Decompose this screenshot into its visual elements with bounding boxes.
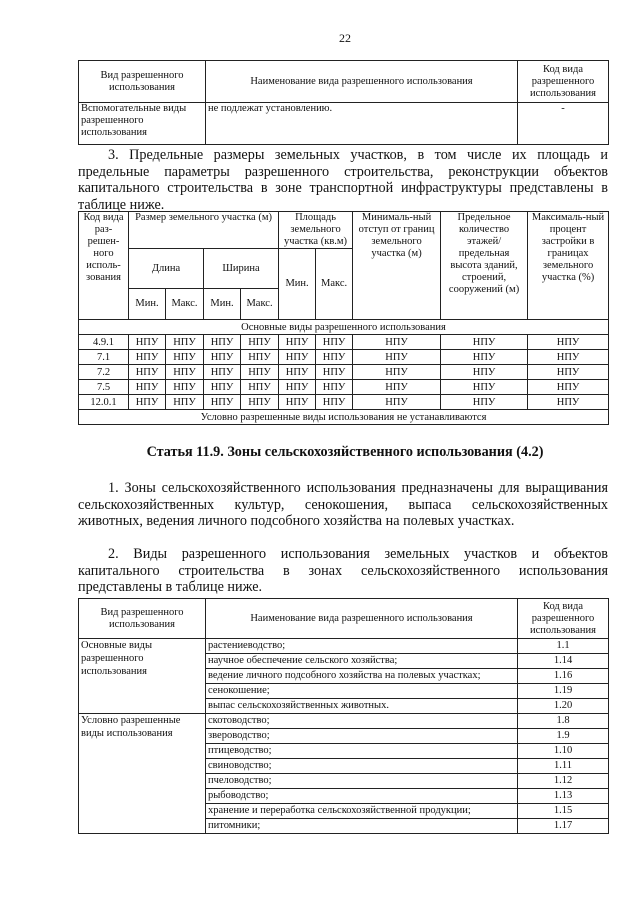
cell-use-code: - (518, 103, 609, 145)
cell-value: НПУ (441, 365, 528, 380)
section-conditional: Условно разрешенные виды использования не устанавливаются (79, 410, 609, 425)
cell-code: 7.1 (79, 350, 129, 365)
header-width-min: Мин. (204, 289, 241, 320)
cell-value: НПУ (129, 380, 166, 395)
permitted-use-table-transport (78, 60, 609, 145)
cell-value: НПУ (204, 395, 241, 410)
cell-use-code: 1.17 (518, 819, 609, 834)
header-area: Площадь земельного участка (кв.м) (279, 212, 353, 249)
header-use-name: Наименование вида разрешенного использования (206, 61, 518, 103)
header-code: Код вида раз-решен-ного исполь-зования (79, 212, 129, 320)
cell-use-code: 1.20 (518, 699, 609, 714)
cell-value: НПУ (316, 380, 353, 395)
cell-use-name: свиноводство; (206, 759, 518, 774)
group-label: Основные виды разрешенного использования (79, 639, 206, 714)
cell-value: НПУ (129, 365, 166, 380)
header-use-type: Вид разрешенного использования (79, 599, 206, 639)
header-use-code: Код вида разрешенного использования (518, 61, 609, 103)
cell-value: НПУ (316, 395, 353, 410)
cell-value: НПУ (166, 380, 204, 395)
header-percent: Максималь-ный процент застройки в границах земельного участка (%) (528, 212, 609, 320)
table-row (79, 639, 609, 654)
cell-value: НПУ (166, 395, 204, 410)
cell-use-name: звероводство; (206, 729, 518, 744)
cell-use-type: Вспомогательные виды разрешенного использования (79, 103, 206, 145)
cell-use-name: выпас сельскохозяйственных животных. (206, 699, 518, 714)
paragraph-1: 1. Зоны сельскохозяйственного использования предназначены для выращивания сельскохозяйственных культур, сенокошения, выпаса сельскохозяйственных животных, ведения личного подсобного хозяйства на полевых участках. (78, 480, 608, 529)
cell-value: НПУ (316, 365, 353, 380)
cell-use-name: скотоводство; (206, 714, 518, 729)
cell-use-name: сенокошение; (206, 684, 518, 699)
cell-value: НПУ (129, 335, 166, 350)
cell-code: 12.0.1 (79, 395, 129, 410)
cell-use-name: питомники; (206, 819, 518, 834)
cell-value: НПУ (441, 380, 528, 395)
cell-value: НПУ (241, 365, 279, 380)
cell-use-code: 1.14 (518, 654, 609, 669)
header-length-max: Макс. (166, 289, 204, 320)
cell-use-code: 1.16 (518, 669, 609, 684)
section-main: Основные виды разрешенного использования (79, 320, 609, 335)
cell-use-name: птицеводство; (206, 744, 518, 759)
header-use-type: Вид разрешенного использования (79, 61, 206, 103)
cell-value: НПУ (241, 380, 279, 395)
table-row (79, 380, 609, 395)
header-length-min: Мин. (129, 289, 166, 320)
cell-use-name: научное обеспечение сельского хозяйства; (206, 654, 518, 669)
cell-value: НПУ (353, 365, 441, 380)
group-label: Условно разрешенные виды использования (79, 714, 206, 834)
cell-use-code: 1.13 (518, 789, 609, 804)
cell-value: НПУ (204, 365, 241, 380)
cell-value: НПУ (528, 395, 609, 410)
cell-value: НПУ (353, 380, 441, 395)
cell-use-code: 1.15 (518, 804, 609, 819)
cell-use-code: 1.9 (518, 729, 609, 744)
cell-use-name: не подлежат установлению. (206, 103, 518, 145)
cell-use-name: рыбоводство; (206, 789, 518, 804)
table-row (79, 335, 609, 350)
permitted-use-table-agricultural (78, 598, 609, 834)
cell-use-code: 1.10 (518, 744, 609, 759)
page-number: 22 (339, 31, 351, 45)
table-row (79, 714, 609, 729)
cell-value: НПУ (353, 350, 441, 365)
cell-value: НПУ (279, 335, 316, 350)
cell-value: НПУ (316, 335, 353, 350)
cell-use-name: ведение личного подсобного хозяйства на полевых участках; (206, 669, 518, 684)
parameters-table (78, 211, 609, 425)
cell-code: 7.2 (79, 365, 129, 380)
cell-use-code: 1.8 (518, 714, 609, 729)
cell-value: НПУ (279, 365, 316, 380)
cell-value: НПУ (441, 335, 528, 350)
cell-value: НПУ (204, 350, 241, 365)
header-width-max: Макс. (241, 289, 279, 320)
cell-use-name: хранение и переработка сельскохозяйственной продукции; (206, 804, 518, 819)
cell-value: НПУ (166, 365, 204, 380)
cell-value: НПУ (166, 335, 204, 350)
header-size: Размер земельного участка (м) (129, 212, 279, 249)
cell-value: НПУ (241, 395, 279, 410)
table-row (79, 350, 609, 365)
cell-value: НПУ (166, 350, 204, 365)
cell-value: НПУ (241, 335, 279, 350)
cell-value: НПУ (353, 335, 441, 350)
cell-use-code: 1.1 (518, 639, 609, 654)
cell-value: НПУ (279, 350, 316, 365)
cell-value: НПУ (279, 395, 316, 410)
header-area-max: Макс. (316, 249, 353, 320)
cell-use-name: растениеводство; (206, 639, 518, 654)
cell-value: НПУ (241, 350, 279, 365)
header-setback: Минималь-ный отступ от границ земельного участка (м) (353, 212, 441, 320)
cell-value: НПУ (528, 380, 609, 395)
cell-value: НПУ (528, 335, 609, 350)
cell-value: НПУ (129, 395, 166, 410)
cell-value: НПУ (441, 395, 528, 410)
cell-value: НПУ (528, 365, 609, 380)
article-heading: Статья 11.9. Зоны сельскохозяйственного использования (4.2) (146, 444, 544, 460)
cell-value: НПУ (279, 380, 316, 395)
cell-use-code: 1.12 (518, 774, 609, 789)
header-width: Ширина (204, 249, 279, 289)
cell-value: НПУ (353, 395, 441, 410)
header-area-min: Мин. (279, 249, 316, 320)
cell-value: НПУ (204, 335, 241, 350)
cell-code: 7.5 (79, 380, 129, 395)
cell-value: НПУ (528, 350, 609, 365)
cell-value: НПУ (316, 350, 353, 365)
cell-use-code: 1.11 (518, 759, 609, 774)
header-length: Длина (129, 249, 204, 289)
cell-use-name: пчеловодство; (206, 774, 518, 789)
table-row (79, 103, 609, 145)
table-row (79, 395, 609, 410)
cell-value: НПУ (204, 380, 241, 395)
cell-value: НПУ (441, 350, 528, 365)
header-use-name: Наименование вида разрешенного использования (206, 599, 518, 639)
header-floors: Предельное количество этажей/ предельная высота зданий, строений, сооружений (м) (441, 212, 528, 320)
cell-code: 4.9.1 (79, 335, 129, 350)
paragraph-2: 2. Виды разрешенного использования земельных участков и объектов капитального строительства в зонах сельскохозяйственного использования представлены в таблице ниже. (78, 546, 608, 595)
table-row (79, 365, 609, 380)
paragraph-3: 3. Предельные размеры земельных участков, в том числе их площадь и предельные параметры разрешенного строительства, реконструкции объектов капитального строительства в зоне транспортной инфраструктуры представлены в таблице ниже. (78, 147, 608, 213)
cell-use-code: 1.19 (518, 684, 609, 699)
header-use-code: Код вида разрешенного использования (518, 599, 609, 639)
cell-value: НПУ (129, 350, 166, 365)
